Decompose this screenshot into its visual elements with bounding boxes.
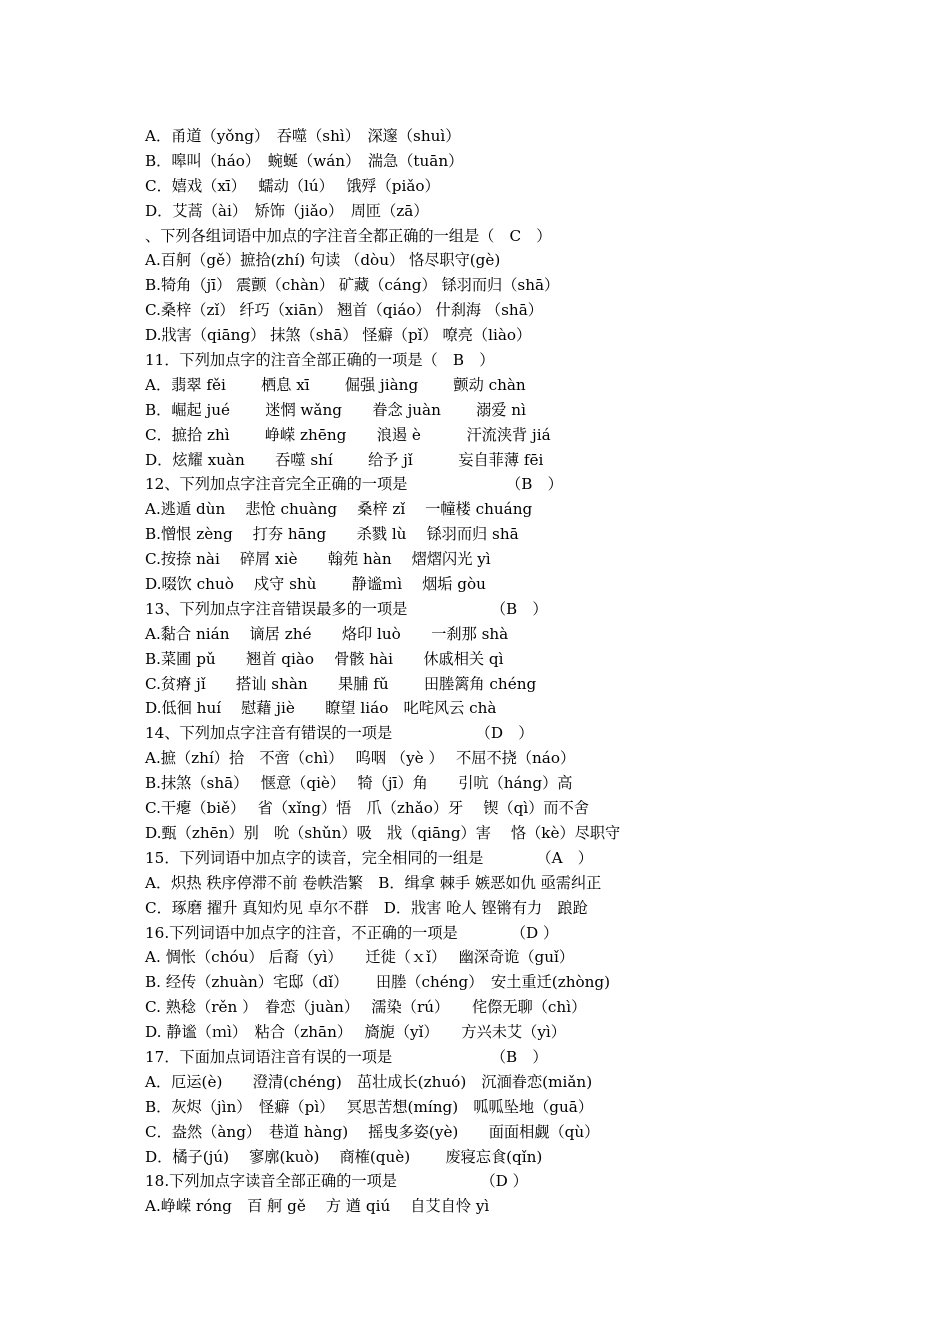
- text-line: A．炽热 秩序停滞不前 卷帙浩繁 B．缉拿 棘手 嫉恶如仇 亟需纠正: [145, 873, 602, 892]
- text-line: D.甄（zhēn）别 吮（shǔn）吸 戕（qiāng）害 恪（kè）尽职守: [145, 823, 621, 842]
- text-line: A.百舸（gě）摭拾(zhí) 句读 （dòu） 恪尽职守(gè): [145, 251, 501, 270]
- text-line: B.抹煞（shā） 惬意（qiè） 犄（jī）角 引吭（háng）高: [145, 774, 573, 793]
- text-line: 、下列各组词语中加点的字注音全都正确的一组是（ C ）: [145, 226, 552, 245]
- text-line: D．炫耀 xuàn 吞噬 shí 给予 jǐ 妄自菲薄 fēi: [145, 450, 544, 469]
- text-line: 18.下列加点字读音全部正确的一项是 （D ）: [145, 1172, 528, 1191]
- text-line: A. 惆怅（chóu） 后裔（yì） 迁徙（ｘǐ） 幽深奇诡（guǐ）: [145, 948, 575, 967]
- text-line: B．嗥叫（háo） 蜿蜒（wán） 湍急（tuān）: [145, 151, 464, 170]
- text-line: C.贫瘠 jǐ 搭讪 shàn 果脯 fǔ 田塍篱角 chéng: [145, 674, 537, 693]
- text-line: B.菜圃 pǔ 翘首 qiào 骨骸 hài 休戚相关 qì: [145, 649, 504, 668]
- text-line: D．橘子(jú) 寥廓(kuò) 商榷(què) 废寝忘食(qǐn): [145, 1147, 543, 1166]
- text-line: 16.下列词语中加点字的注音，不正确的一项是 （D ）: [145, 923, 559, 942]
- text-line: 15．下列词语中加点字的读音，完全相同的一组是 （A ）: [145, 848, 593, 867]
- text-line: B.憎恨 zèng 打夯 hāng 杀戮 lù 铩羽而归 shā: [145, 525, 519, 544]
- text-line: A.摭（zhí）拾 不啻（chì） 呜咽 （yè ） 不屈不挠（náo）: [145, 749, 576, 768]
- text-line: C．琢磨 擢升 真知灼见 卓尔不群 D．戕害 呛人 铿锵有力 踉跄: [145, 898, 588, 917]
- text-line: A．甬道（yǒng） 吞噬（shì） 深邃（shuì）: [145, 127, 461, 145]
- text-line: C.按捺 nài 碎屑 xiè 翰苑 hàn 熠熠闪光 yì: [145, 550, 491, 569]
- text-line: C．盎然（àng） 巷道 hàng) 摇曳多姿(yè) 面面相觑（qù）: [145, 1122, 600, 1141]
- text-line: D.低徊 huí 慰藉 jiè 瞭望 liáo 叱咤风云 chà: [145, 699, 497, 718]
- text-line: C．嬉戏（xī） 蠕动（lú） 饿殍（piǎo）: [145, 176, 440, 195]
- text-line: D. 静谧（ｍì） 粘合（zhān） 旖旎（yǐ） 方兴未艾（yì）: [145, 1023, 566, 1042]
- text-line: B．灰烬（jìn） 怪癖（pì） 冥思苦想(míng) 呱呱坠地（guā）: [145, 1097, 594, 1116]
- text-line: B. 经传（zhuàn）宅邸（dǐ） 田塍（chéng） 安土重迁(zhòng): [145, 973, 611, 992]
- text-line: D．艾蒿（ài） 矫饰（jiǎo） 周匝（zā）: [145, 201, 429, 220]
- text-line: 12、下列加点字注音完全正确的一项是 （B ）: [145, 475, 563, 494]
- text-line: 14、下列加点字注音有错误的一项是 （D ）: [145, 724, 534, 743]
- text-line: A．翡翠 fěi 栖息 xī 倔强 jiàng 颤动 chàn: [145, 375, 526, 394]
- text-line: B．崛起 jué 迷惘 wǎng 眷念 juàn 溺爱 nì: [145, 400, 526, 419]
- text-line: C.干瘪（biě） 省（xǐng）悟 爪（zhǎo）牙 锲（qì）而不舍: [145, 799, 589, 818]
- text-line: A.黏合 nián 谪居 zhé 烙印 luò 一刹那 shà: [145, 624, 509, 643]
- text-line: C. 熟稔（rěn ） 眷恋（juàn） 濡染（rú） 侘傺无聊（chì）: [145, 998, 587, 1017]
- text-line: A.峥嵘 róng 百 舸 gě 方 遒 qiú 自艾自怜 yì: [145, 1197, 490, 1216]
- text-line: D.戕害（qiāng） 抹煞（shā） 怪癖（pǐ） 嘹亮（liào）: [145, 326, 532, 345]
- text-line: 11．下列加点字的注音全部正确的一项是（ B ）: [145, 351, 495, 370]
- text-line: D.啜饮 chuò 戍守 shù 静谧ｍì 烟垢 gòu: [145, 575, 486, 594]
- text-line: 13、下列加点字注音错误最多的一项是 （B ）: [145, 599, 548, 618]
- text-line: B.犄角（jī） 震颤（chàn） 矿藏（cáng） 铩羽而归（shā）: [145, 276, 560, 295]
- text-line: A．厄运(è) 澄清(chéng) 茁壮成长(zhuó) 沉湎眷恋(miǎn): [145, 1072, 593, 1091]
- text-line: 17．下面加点词语注音有误的一项是 （B ）: [145, 1047, 548, 1066]
- document-body: [145, 124, 845, 1219]
- text-line: A.逃遁 dùn 悲怆 chuàng 桑梓 zǐ 一幢楼 chuáng: [145, 500, 533, 519]
- text-line: C.桑梓（zǐ） 纤巧（xiān） 翘首（qiáo） 什刹海 （shā）: [145, 301, 543, 320]
- text-line: C．摭拾 zhì 峥嵘 zhēng 浪遏 è 汗流浃背 jiá: [145, 425, 551, 444]
